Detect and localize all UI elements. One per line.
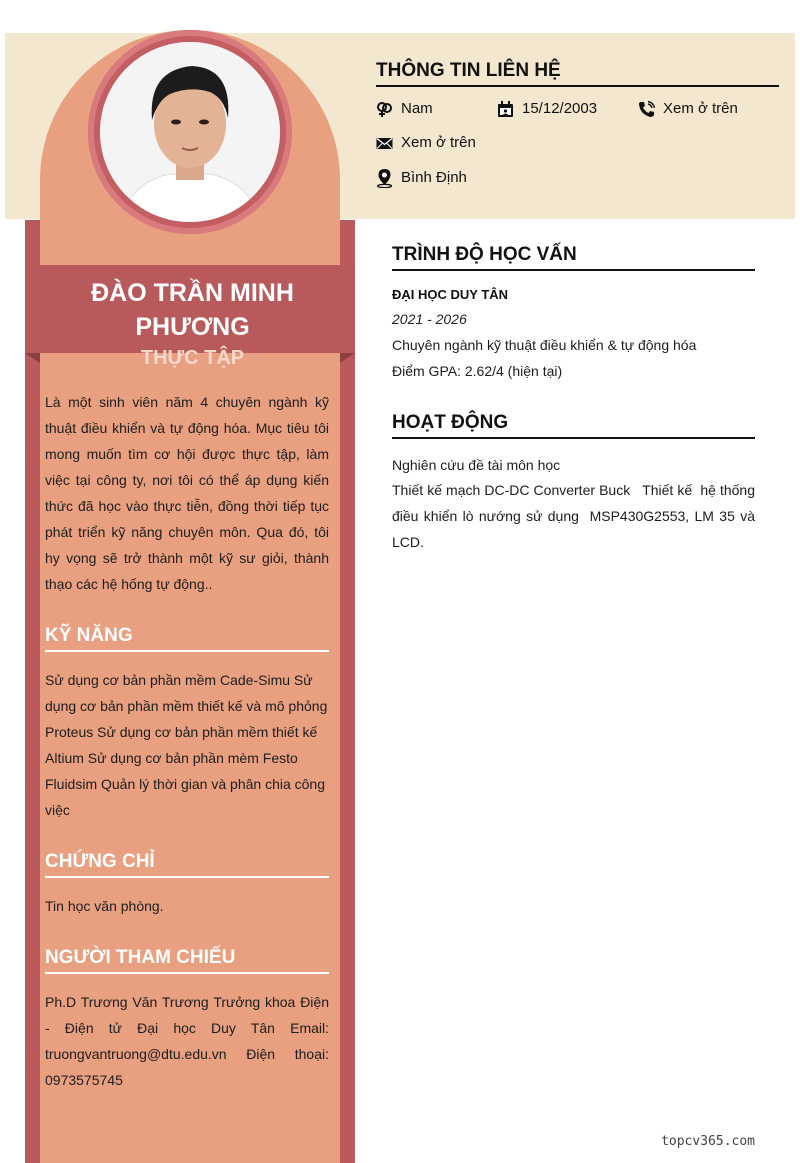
references-text: Ph.D Trương Văn Trương Trưởng khoa Điện - Điện tử Đại học Duy Tân Email: truongvantruong@dtu.edu.vn Điện thoại: 0973575745: [45, 994, 329, 1088]
gpa: Điểm GPA: 2.62/4 (hiện tại): [392, 363, 563, 379]
skills-heading: KỸ NĂNG: [45, 623, 329, 652]
phone-icon: [638, 101, 655, 118]
contact-phone: [638, 99, 738, 119]
email-value: Xem ở trên: [401, 134, 476, 151]
job-title: THỰC TẬP: [140, 347, 245, 369]
certificates-text: Tin học văn phòng.: [45, 898, 164, 914]
watermark: topcv365.com: [661, 1134, 755, 1149]
career-objective: Là một sinh viên năm 4 chuyên ngành kỹ thuật điều khiển và tự động hóa. Mục tiêu tôi mong muốn tìm cơ hội được thực tập, làm việc tại công ty, nơi tôi có thể áp dụng kiến thức đã học vào thực tiễn, đồng thời tiếp tục phát triển kỹ năng chuyên môn. Qua đó, tôi hy vọng sẽ trở thành một kỹ sư giỏi, thành thạo các hệ hống tự động..: [45, 394, 329, 592]
birthday-value: 15/12/2003: [522, 100, 598, 117]
calendar-icon: [497, 101, 514, 118]
activity-line-2: Thiết kế mạch DC-DC Converter Buck Thiết kế hệ thống điều khiển lò nướng sử dụng MSP430G2553, LM 35 và LCD.: [392, 482, 759, 550]
school-name: ĐẠI HỌC DUY TÂN: [392, 287, 509, 302]
candidate-name: ĐÀO TRẦN MINH PHƯƠNG: [91, 279, 294, 341]
education-heading: TRÌNH ĐỘ HỌC VẤN: [392, 242, 755, 271]
gender-value: Nam: [401, 100, 433, 117]
location-icon: [376, 168, 393, 188]
phone-value: Xem ở trên: [663, 100, 738, 117]
activity-line-1: Nghiên cứu đề tài môn học: [392, 457, 561, 473]
ribbon-fold-left: [25, 353, 40, 363]
address-value: Bình Định: [401, 169, 467, 186]
skills-text: Sử dụng cơ bản phần mềm Cade-Simu Sử dụng cơ bản phần mềm thiết kế và mô phỏng Proteus Sử dụng cơ bản phần mềm thiết kế Altium Sử dụng cơ bản phần mèm Festo Fluidsim Quản lý thời gian và phân chia công việc: [45, 672, 328, 818]
contact-birthday: [497, 99, 597, 119]
major: Chuyên ngành kỹ thuật điều khiển & tự động hóa: [392, 337, 697, 353]
gender-icon: [376, 101, 393, 118]
avatar: [100, 42, 280, 222]
contact-gender: [376, 99, 433, 119]
mail-icon: [376, 135, 393, 152]
activities-heading: HOẠT ĐỘNG: [392, 410, 755, 439]
contact-heading: THÔNG TIN LIÊN HỆ: [376, 58, 779, 87]
study-period: 2021 - 2026: [392, 311, 467, 327]
contact-email: [376, 133, 476, 153]
contact-address: [376, 168, 467, 188]
portrait-photo: [100, 42, 280, 222]
references-heading: NGƯỜI THAM CHIẾU: [45, 945, 329, 974]
certificates-heading: CHỨNG CHỈ: [45, 849, 329, 878]
